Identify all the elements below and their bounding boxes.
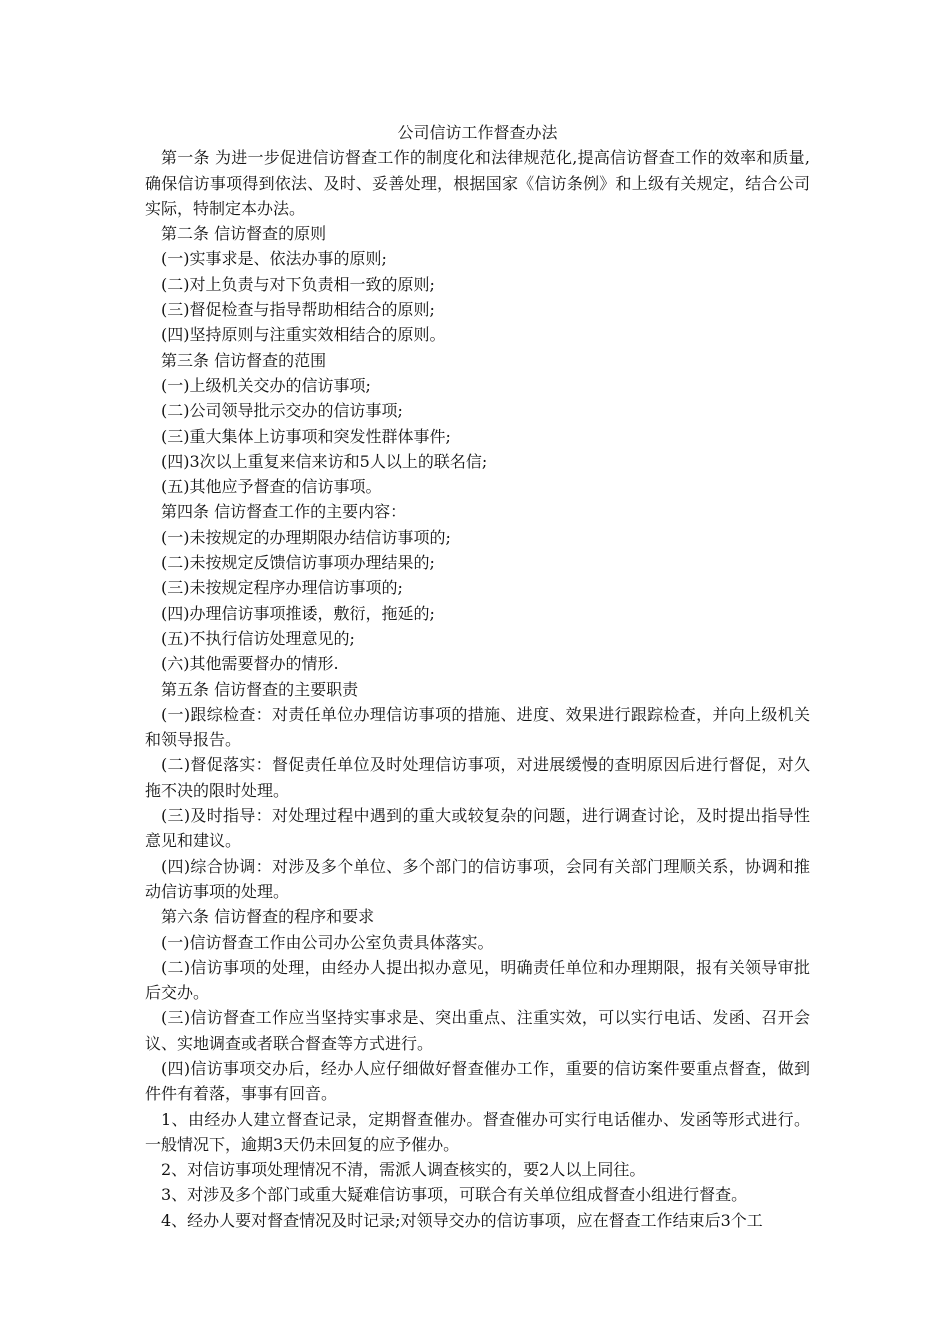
paragraph: (一)跟综检查：对责任单位办理信访事项的措施、进度、效果进行跟踪检查，并向上级机关和领导报告。 (145, 704, 810, 750)
paragraph: (四)综合协调：对涉及多个单位、多个部门的信访事项，会同有关部门理顺关系，协调和推动信访事项的处理。 (145, 856, 810, 901)
paragraph: (三)信访督查工作应当坚持实事求是、突出重点、注重实效，可以实行电话、发函、召开会议、实地调查或者联合督查等方式进行。 (145, 1008, 810, 1053)
paragraph: (五)不执行信访处理意见的; (161, 628, 355, 648)
paragraph: (四)坚持原则与注重实效相结合的原则。 (161, 325, 446, 345)
paragraph: (三)未按规定程序办理信访事项的; (161, 578, 403, 598)
paragraph: (三)及时指导：对处理过程中遇到的重大或较复杂的问题，进行调查讨论，及时提出指导性意见和建议。 (145, 806, 810, 851)
paragraph: (五)其他应予督查的信访事项。 (161, 477, 382, 497)
paragraph: 1、由经办人建立督查记录，定期督查催办。督查催办可实行电话催办、发函等形式进行。一般情况下，逾期3天仍未回复的应予催办。 (145, 1109, 810, 1154)
paragraph: (六)其他需要督办的情形. (161, 654, 339, 674)
paragraph-list (145, 145, 810, 1233)
paragraph: 第五条 信访督查的主要职责 (161, 679, 359, 699)
paragraph: 第六条 信访督查的程序和要求 (161, 907, 375, 927)
paragraph: (二)公司领导批示交办的信访事项; (161, 401, 403, 421)
paragraph: (二)对上负责与对下负责相一致的原则; (161, 274, 435, 294)
paragraph: 第四条 信访督查工作的主要内容： (161, 502, 407, 522)
document-title: 公司信访工作督查办法 (397, 123, 558, 142)
paragraph: (三)督促检查与指导帮助相结合的原则; (161, 300, 435, 320)
paragraph: (四)信访事项交办后，经办人应仔细做好督查催办工作，重要的信访案件要重点督查，做到件件有着落，事事有回音。 (145, 1058, 810, 1104)
paragraph: (一)未按规定的办理期限办结信访事项的; (161, 527, 451, 547)
paragraph: 3、对涉及多个部门或重大疑难信访事项，可联合有关单位组成督查小组进行督查。 (161, 1185, 748, 1205)
paragraph: (四)3次以上重复来信来访和5人以上的联名信; (161, 451, 488, 471)
paragraph: (四)办理信访事项推诿，敷衍，拖延的; (161, 603, 435, 623)
paragraph: (一)实事求是、依法办事的原则; (161, 249, 387, 269)
document-body (145, 120, 810, 1233)
paragraph: (二)信访事项的处理，由经办人提出拟办意见，明确责任单位和办理期限，报有关领导审批后交办。 (145, 957, 810, 1003)
paragraph: (一)信访督查工作由公司办公室负责具体落实。 (161, 932, 494, 952)
paragraph: 第一条 为进一步促进信访督查工作的制度化和法律规范化,提高信访督查工作的效率和质量,确保信访事项得到依法、及时、妥善处理，根据国家《信访条例》和上级有关规定，结合公司实际，特制定本办法。 (145, 148, 810, 218)
paragraph: 2、对信访事项处理情况不清，需派人调查核实的，要2人以上同往。 (161, 1160, 646, 1180)
paragraph: 第三条 信访督查的范围 (161, 350, 327, 370)
paragraph: 4、经办人要对督查情况及时记录;对领导交办的信访事项，应在督查工作结束后3个工 (161, 1210, 763, 1230)
paragraph: (二)督促落实：督促责任单位及时处理信访事项，对进展缓慢的查明原因后进行督促，对久拖不决的限时处理。 (145, 755, 810, 800)
paragraph: (一)上级机关交办的信访事项; (161, 375, 371, 395)
paragraph: 第二条 信访督查的原则 (161, 224, 327, 244)
paragraph: (三)重大集体上访事项和突发性群体事件; (161, 426, 451, 446)
paragraph: (二)未按规定反馈信访事项办理结果的; (161, 553, 435, 573)
